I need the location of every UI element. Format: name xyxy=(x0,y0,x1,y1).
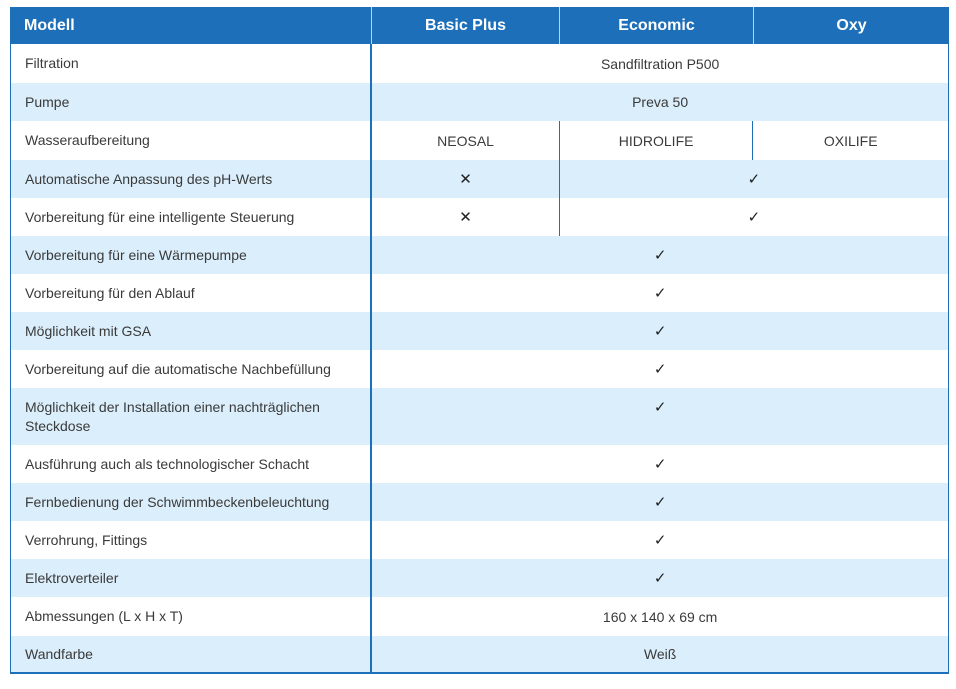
value-basic-plus: NEOSAL xyxy=(372,121,560,160)
row-label: Filtration xyxy=(11,44,372,83)
table-row xyxy=(10,83,949,121)
row-value: Preva 50 xyxy=(372,83,948,121)
row-value: Sandfiltration P500 xyxy=(372,44,948,83)
table-row xyxy=(10,350,949,388)
table-row xyxy=(10,445,949,483)
header-basic-plus: Basic Plus xyxy=(372,7,560,44)
row-value: Weiß xyxy=(372,636,948,672)
check-icon: ✓ xyxy=(560,160,948,198)
table-row xyxy=(10,597,949,636)
row-label: Vorbereitung für eine Wärmepumpe xyxy=(11,236,372,274)
check-icon: ✓ xyxy=(372,236,948,274)
table-row xyxy=(10,388,949,445)
table-row xyxy=(10,559,949,597)
row-label: Möglichkeit mit GSA xyxy=(11,312,372,350)
check-icon: ✓ xyxy=(372,445,948,483)
comparison-table xyxy=(10,7,949,674)
row-label: Wasseraufbereitung xyxy=(11,121,372,160)
check-icon: ✓ xyxy=(372,559,948,597)
row-label: Vorbereitung auf die automatische Nachbefüllung xyxy=(11,350,372,388)
row-label: Abmessungen (L x H x T) xyxy=(11,597,372,636)
table-row xyxy=(10,521,949,559)
row-label: Wandfarbe xyxy=(11,636,372,672)
table-row xyxy=(10,274,949,312)
row-label: Automatische Anpassung des pH-Werts xyxy=(11,160,372,198)
table-row xyxy=(10,44,949,83)
check-icon: ✓ xyxy=(372,483,948,521)
header-economic: Economic xyxy=(560,7,754,44)
header-oxy: Oxy xyxy=(754,7,949,44)
cross-icon: ✕ xyxy=(372,198,560,236)
row-value: 160 x 140 x 69 cm xyxy=(372,597,948,636)
value-economic: HIDROLIFE xyxy=(560,121,754,160)
row-label: Ausführung auch als technologischer Schacht xyxy=(11,445,372,483)
table-row xyxy=(10,160,949,198)
check-icon: ✓ xyxy=(372,312,948,350)
value-oxy: OXILIFE xyxy=(753,121,948,160)
table-row xyxy=(10,198,949,236)
table-header xyxy=(10,7,949,44)
check-icon: ✓ xyxy=(372,521,948,559)
table-row xyxy=(10,312,949,350)
row-label: Vorbereitung für eine intelligente Steuerung xyxy=(11,198,372,236)
row-label: Fernbedienung der Schwimmbeckenbeleuchtung xyxy=(11,483,372,521)
row-label: Elektroverteiler xyxy=(11,559,372,597)
row-label: Vorbereitung für den Ablauf xyxy=(11,274,372,312)
table-row xyxy=(10,483,949,521)
row-label: Pumpe xyxy=(11,83,372,121)
table-row xyxy=(10,636,949,674)
check-icon: ✓ xyxy=(372,388,948,445)
table-row xyxy=(10,121,949,160)
row-label: Möglichkeit der Installation einer nachträglichen Steckdose xyxy=(11,388,372,445)
table-row xyxy=(10,236,949,274)
check-icon: ✓ xyxy=(372,274,948,312)
check-icon: ✓ xyxy=(560,198,948,236)
cross-icon: ✕ xyxy=(372,160,560,198)
row-label: Verrohrung, Fittings xyxy=(11,521,372,559)
check-icon: ✓ xyxy=(372,350,948,388)
header-model: Modell xyxy=(10,7,372,44)
